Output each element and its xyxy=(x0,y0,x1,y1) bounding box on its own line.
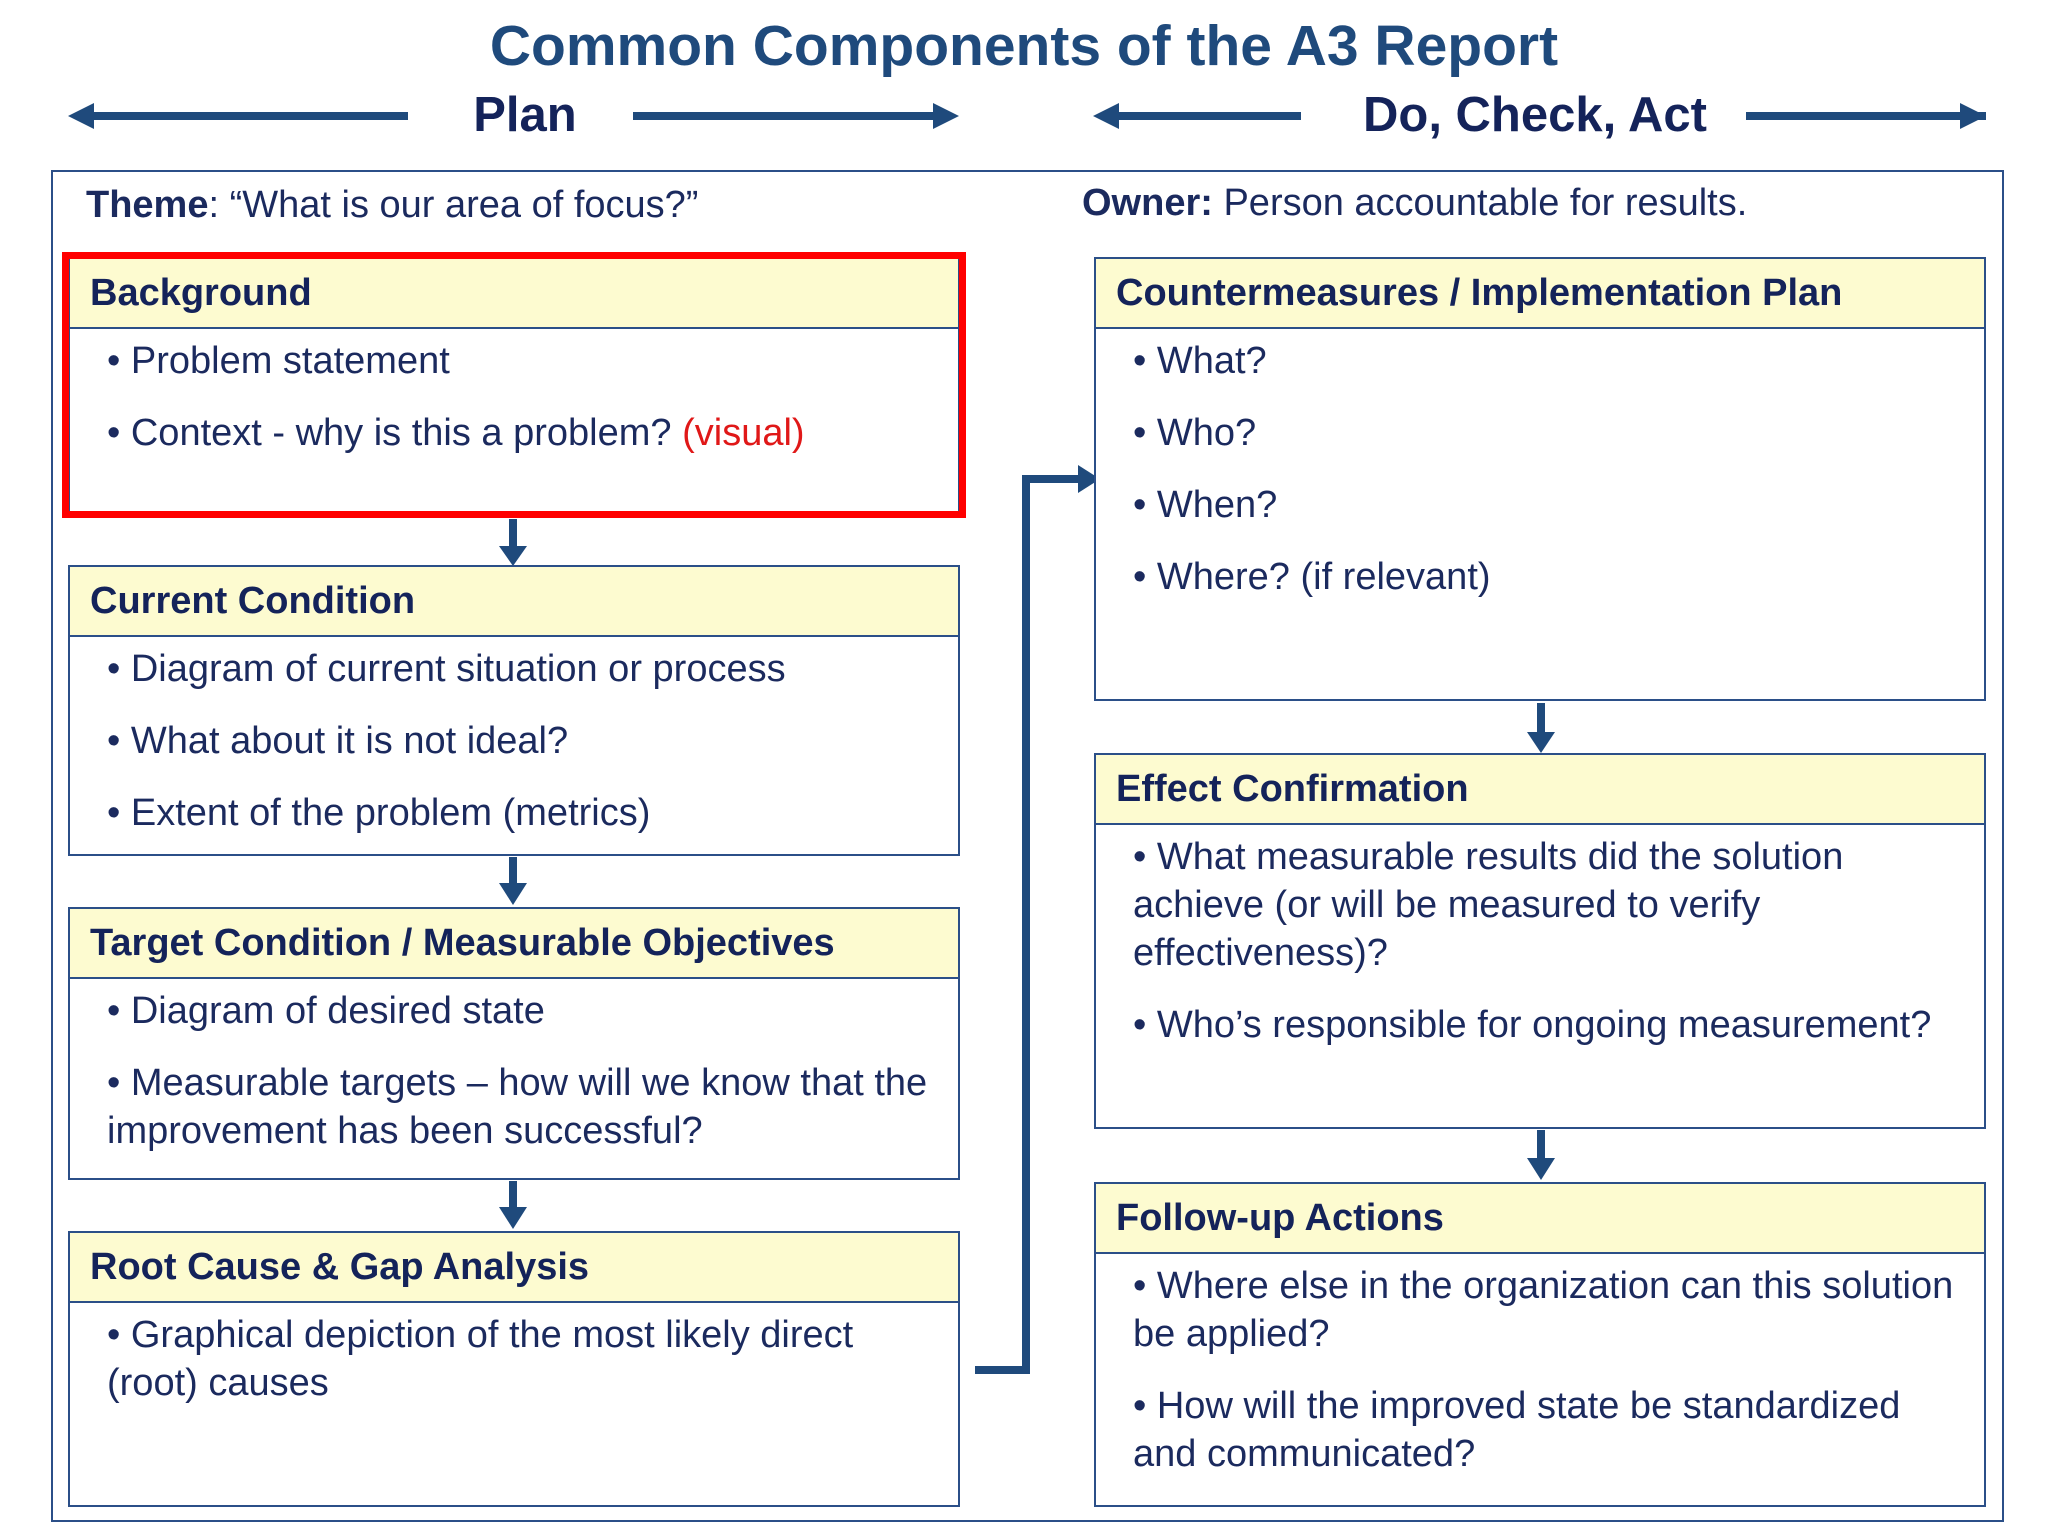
target-condition-bullet-1: • Diagram of desired state xyxy=(107,990,545,1032)
phase-dca-label: Do, Check, Act xyxy=(1363,88,1707,142)
root-cause-bullet-1: • Graphical depiction of the most likely direct (root) causes xyxy=(107,1314,854,1404)
theme-text: : “What is our area of focus?” xyxy=(208,184,699,226)
target-condition-title: Target Condition / Measurable Objectives xyxy=(70,909,958,979)
plan-arrow-left-shaft xyxy=(90,112,408,120)
current-condition-box xyxy=(68,565,960,856)
follow-up-box xyxy=(1094,1182,1986,1507)
countermeasures-title: Countermeasures / Implementation Plan xyxy=(1096,259,1984,329)
plan-arrow-right-head xyxy=(933,103,959,129)
owner-text: Person accountable for results. xyxy=(1212,182,1748,224)
theme-label: Theme xyxy=(86,184,209,226)
root-cause-title: Root Cause & Gap Analysis xyxy=(70,1233,958,1303)
countermeasures-bullet-1: • What? xyxy=(1133,340,1267,382)
theme-line xyxy=(86,184,698,227)
background-highlight-frame xyxy=(62,252,966,518)
effect-confirmation-bullet-2: • Who’s responsible for ongoing measurement? xyxy=(1133,1004,1932,1046)
owner-line xyxy=(1082,182,1747,225)
effect-confirmation-bullet-1: • What measurable results did the solution achieve (or will be measured to verify effectiveness)? xyxy=(1133,836,1844,974)
dca-arrow-left-shaft xyxy=(1117,112,1301,120)
plan-arrow-left-head xyxy=(68,103,94,129)
root-cause-box xyxy=(68,1231,960,1507)
dca-arrow-right-shaft xyxy=(1746,112,1986,120)
countermeasures-box xyxy=(1094,257,1986,701)
current-condition-bullet-3: • Extent of the problem (metrics) xyxy=(107,792,651,834)
page-title: Common Components of the A3 Report xyxy=(489,14,1559,78)
follow-up-bullet-2: • How will the improved state be standardized and communicated? xyxy=(1133,1385,1901,1475)
owner-label: Owner: xyxy=(1082,182,1213,224)
phase-plan-label: Plan xyxy=(473,88,577,142)
target-condition-bullet-2: • Measurable targets – how will we know that the improvement has been successful? xyxy=(107,1062,928,1152)
effect-confirmation-title: Effect Confirmation xyxy=(1096,755,1984,825)
follow-up-title: Follow-up Actions xyxy=(1096,1184,1984,1254)
background-bullet-1: • Problem statement xyxy=(107,340,450,382)
current-condition-title: Current Condition xyxy=(70,567,958,637)
background-title: Background xyxy=(70,259,958,329)
background-bullet-2-text: • Context - why is this a problem? xyxy=(107,412,683,454)
countermeasures-bullet-3: • When? xyxy=(1133,484,1278,526)
follow-up-bullet-1: • Where else in the organization can this solution be applied? xyxy=(1133,1265,1954,1355)
countermeasures-bullet-2: • Who? xyxy=(1133,412,1257,454)
dca-arrow-left-head xyxy=(1093,103,1119,129)
effect-confirmation-box xyxy=(1094,753,1986,1129)
countermeasures-bullet-4: • Where? (if relevant) xyxy=(1133,556,1491,598)
plan-arrow-right-shaft xyxy=(633,112,933,120)
target-condition-box xyxy=(68,907,960,1180)
dca-arrow-right-head xyxy=(1960,103,1986,129)
current-condition-bullet-2: • What about it is not ideal? xyxy=(107,720,569,762)
visual-note: (visual) xyxy=(682,412,805,454)
current-condition-bullet-1: • Diagram of current situation or process xyxy=(107,648,786,690)
